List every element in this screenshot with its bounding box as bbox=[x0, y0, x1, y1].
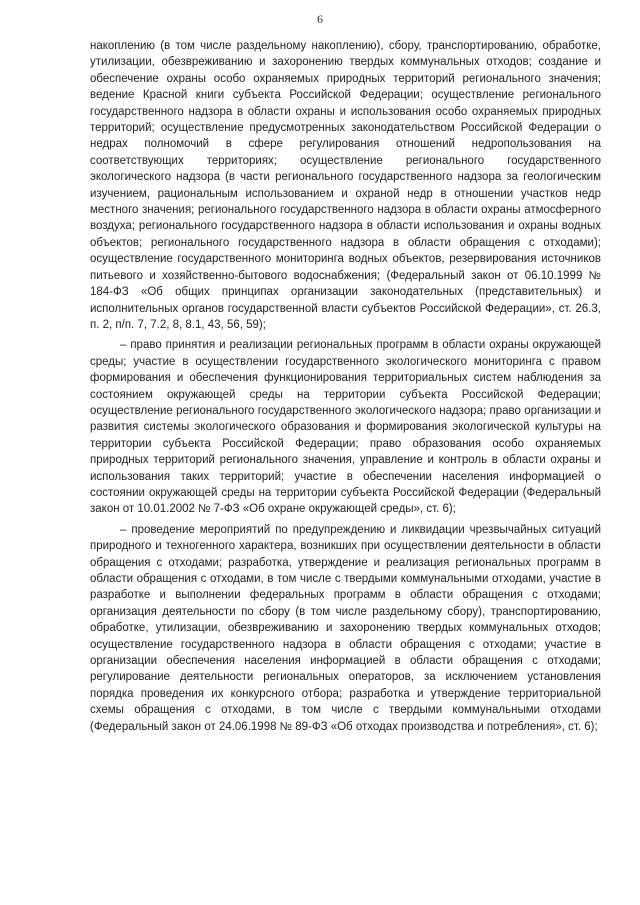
page-number: 6 bbox=[317, 12, 323, 26]
paragraph-waste-management: – проведение мероприятий по предупреждению и ликвидации чрезвычайных ситуаций природного и техногенного характера, возникших при осуществлении деятельности в области обращения с отходами; разработка, утверждение и реализация региональных программ в области обращения с отходами, в том числе с твердыми коммунальными отходами, участие в разработке и выполнении федеральных программ в области обращения с отходами; организация деятельности по сбору (в том числе раздельному сбору), транспортированию, обработке, утилизации, обезвреживанию и захоронению твердых коммунальных отходов; осуществление государственного надзора в области обращения с отходами; участие в организации обеспечения населения информацией в области обращения с отходами; регулирование деятельности региональных операторов, за исключением установления порядка проведения их конкурсного отбора; разработка и утверждение территориальной схемы обращения с отходами, в том числе с твердыми коммунальными отходами (Федеральный закон от 24.06.1998 № 89-ФЗ «Об отходах производства и потребления», ст. 6); bbox=[90, 523, 601, 733]
paragraph-continuation: накоплению (в том числе раздельному накоплению), сбору, транспортированию, обработке, утилизации, обезвреживанию и захоронению твердых коммунальных отходов; создание и обеспечение охраны особо охраняемых природных территорий регионального значения; ведение Красной книги субъекта Российской Федерации; осуществление регионального государственного надзора в области охраны и использования особо охраняемых природных территорий; осуществление предусмотренных законодательством Российской Федерации о недрах полномочий в сфере регулирования отношений недропользования на соответствующих территориях; осуществление регионального государственного экологического надзора (в части регионального государственного надзора за геологическим изучением, рациональным использованием и охраной недр в отношении участков недр местного значения; регионального государственного надзора в области охраны атмосферного воздуха; регионального государственного надзора в области использования и охраны водных объектов; регионального государственного надзора в области обращения с отходами); осуществление государственного мониторинга водных объектов, резервирования источников питьевого и хозяйственно-бытового водоснабжения; (Федеральный закон от 06.10.1999 № 184-ФЗ «Об общих принципах организации законодательных (представительных) и исполнительных органов государственной власти субъектов Российской Федерации», ст. 26.3, п. 2, п/п. 7, 7.2, 8, 8.1, 43, 56, 59); bbox=[90, 40, 601, 331]
paragraph-environmental-programs: – право принятия и реализации региональных программ в области охраны окружающей среды; участие в осуществлении государственного экологического мониторинга с правом формирования и обеспечения функционирования территориальных систем наблюдения за состоянием окружающей среды на территории субъекта Российской Федерации; осуществление регионального государственного экологического надзора; право организации и развития системы экологического образования и формирования экологической культуры на территории субъекта Российской Федерации; право образования особо охраняемых природных территорий регионального значения, управление и контроль в области охраны и использования таких территорий; участие в обеспечении населения информацией о состоянии окружающей среды на территории субъекта Российской Федерации (Федеральный закон от 10.01.2002 № 7-ФЗ «Об охране окружающей среды», ст. 6); bbox=[90, 339, 601, 516]
document-body bbox=[90, 38, 601, 735]
